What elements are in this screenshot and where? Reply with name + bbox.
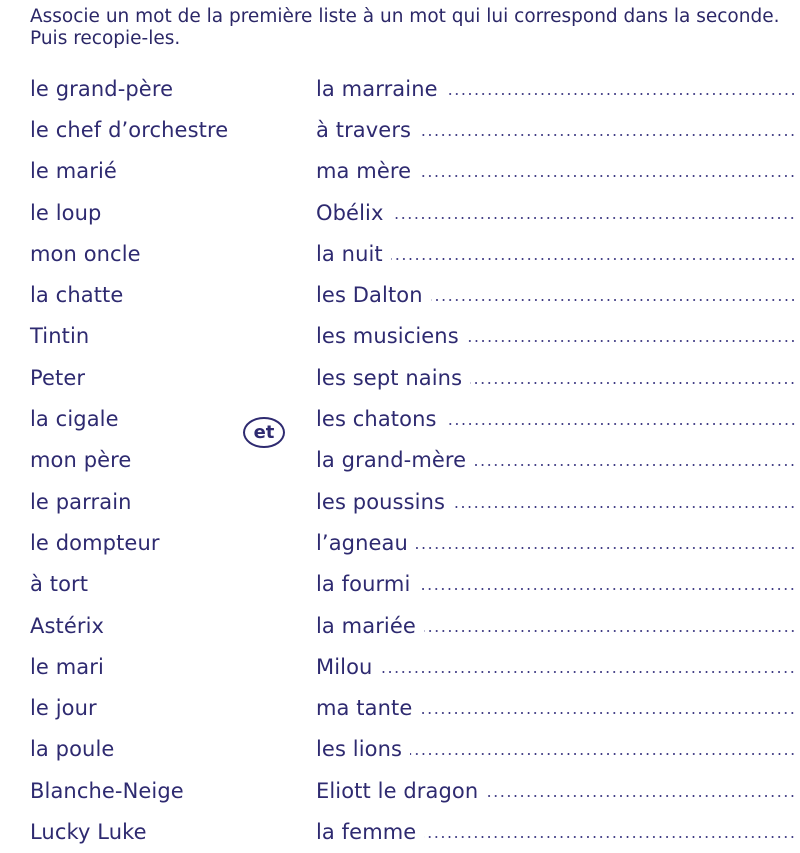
list-item bbox=[316, 564, 796, 605]
left-word: le marié bbox=[30, 159, 117, 184]
list-item bbox=[316, 151, 796, 192]
list-item bbox=[30, 687, 300, 728]
right-word: à travers bbox=[316, 117, 412, 142]
exercise-instruction: Associe un mot de la première liste à un mot qui lui correspond dans la seconde. Puis recopie-les. bbox=[30, 6, 780, 49]
left-word: Tintin bbox=[30, 324, 90, 349]
list-item bbox=[316, 274, 796, 315]
list-item bbox=[316, 729, 796, 770]
answer-dotted-line[interactable] bbox=[420, 712, 796, 714]
list-item bbox=[30, 151, 300, 192]
answer-dotted-line[interactable] bbox=[446, 93, 796, 95]
left-word: à tort bbox=[30, 572, 89, 597]
list-item bbox=[316, 233, 796, 274]
list-item bbox=[316, 605, 796, 646]
right-word: les poussins bbox=[316, 489, 446, 514]
first-word-list bbox=[30, 68, 300, 853]
list-item bbox=[30, 357, 300, 398]
left-word: le loup bbox=[30, 200, 102, 225]
left-word: la poule bbox=[30, 737, 115, 762]
right-word: les chatons bbox=[316, 407, 437, 432]
left-word: mon oncle bbox=[30, 241, 141, 266]
answer-dotted-line[interactable] bbox=[419, 175, 796, 177]
list-item bbox=[316, 109, 796, 150]
list-item bbox=[30, 564, 300, 605]
left-word: Astérix bbox=[30, 613, 105, 638]
list-item bbox=[316, 316, 796, 357]
left-word: mon père bbox=[30, 448, 132, 473]
answer-dotted-line[interactable] bbox=[486, 795, 796, 797]
right-word: les Dalton bbox=[316, 283, 423, 308]
list-item bbox=[30, 729, 300, 770]
right-word: Obélix bbox=[316, 200, 384, 225]
list-item bbox=[30, 192, 300, 233]
list-item bbox=[316, 440, 796, 481]
left-word: Lucky Luke bbox=[30, 819, 147, 844]
list-item bbox=[30, 770, 300, 811]
answer-dotted-line[interactable] bbox=[391, 217, 796, 219]
left-word: le mari bbox=[30, 654, 104, 679]
right-word: la femme bbox=[316, 819, 417, 844]
right-word: les sept nains bbox=[316, 365, 463, 390]
list-item bbox=[316, 646, 796, 687]
answer-dotted-line[interactable] bbox=[470, 382, 796, 384]
right-word: la marraine bbox=[316, 76, 438, 101]
list-item bbox=[316, 481, 796, 522]
right-word: ma tante bbox=[316, 696, 413, 721]
left-word: le chef d’orchestre bbox=[30, 117, 229, 142]
list-item bbox=[316, 770, 796, 811]
answer-dotted-line[interactable] bbox=[453, 506, 796, 508]
list-item bbox=[30, 522, 300, 563]
right-word: ma mère bbox=[316, 159, 412, 184]
list-item bbox=[316, 687, 796, 728]
list-item bbox=[30, 68, 300, 109]
right-word: Eliott le dragon bbox=[316, 778, 479, 803]
second-word-list bbox=[316, 68, 796, 853]
answer-dotted-line[interactable] bbox=[380, 671, 796, 673]
list-item bbox=[316, 192, 796, 233]
right-word: la fourmi bbox=[316, 572, 411, 597]
list-item bbox=[316, 357, 796, 398]
answer-dotted-line[interactable] bbox=[418, 588, 796, 590]
right-word: la nuit bbox=[316, 241, 383, 266]
list-item bbox=[30, 274, 300, 315]
answer-dotted-line[interactable] bbox=[391, 258, 796, 260]
right-word: les lions bbox=[316, 737, 403, 762]
answer-dotted-line[interactable] bbox=[424, 630, 796, 632]
left-word: le parrain bbox=[30, 489, 132, 514]
answer-dotted-line[interactable] bbox=[474, 464, 796, 466]
list-item bbox=[30, 233, 300, 274]
list-item bbox=[30, 605, 300, 646]
left-word: la chatte bbox=[30, 283, 124, 308]
answer-dotted-line[interactable] bbox=[416, 547, 796, 549]
answer-dotted-line[interactable] bbox=[410, 753, 796, 755]
answer-dotted-line[interactable] bbox=[431, 299, 796, 301]
answer-dotted-line[interactable] bbox=[424, 836, 796, 838]
list-item bbox=[316, 68, 796, 109]
left-word: le jour bbox=[30, 696, 97, 721]
left-word: Peter bbox=[30, 365, 86, 390]
list-item bbox=[30, 646, 300, 687]
list-item bbox=[316, 811, 796, 852]
right-word: les musiciens bbox=[316, 324, 459, 349]
left-word: le grand-père bbox=[30, 76, 174, 101]
list-item bbox=[30, 316, 300, 357]
left-word: le dompteur bbox=[30, 530, 160, 555]
right-word: l’agneau bbox=[316, 530, 408, 555]
list-item bbox=[30, 481, 300, 522]
answer-dotted-line[interactable] bbox=[467, 340, 796, 342]
et-connector-badge: et bbox=[243, 417, 285, 448]
right-word: la mariée bbox=[316, 613, 416, 638]
list-item bbox=[316, 522, 796, 563]
list-item bbox=[316, 398, 796, 439]
answer-dotted-line[interactable] bbox=[419, 134, 796, 136]
list-item bbox=[30, 109, 300, 150]
list-item bbox=[30, 811, 300, 852]
answer-dotted-line[interactable] bbox=[445, 423, 796, 425]
right-word: la grand-mère bbox=[316, 448, 467, 473]
right-word: Milou bbox=[316, 654, 373, 679]
left-word: la cigale bbox=[30, 407, 119, 432]
left-word: Blanche-Neige bbox=[30, 778, 184, 803]
